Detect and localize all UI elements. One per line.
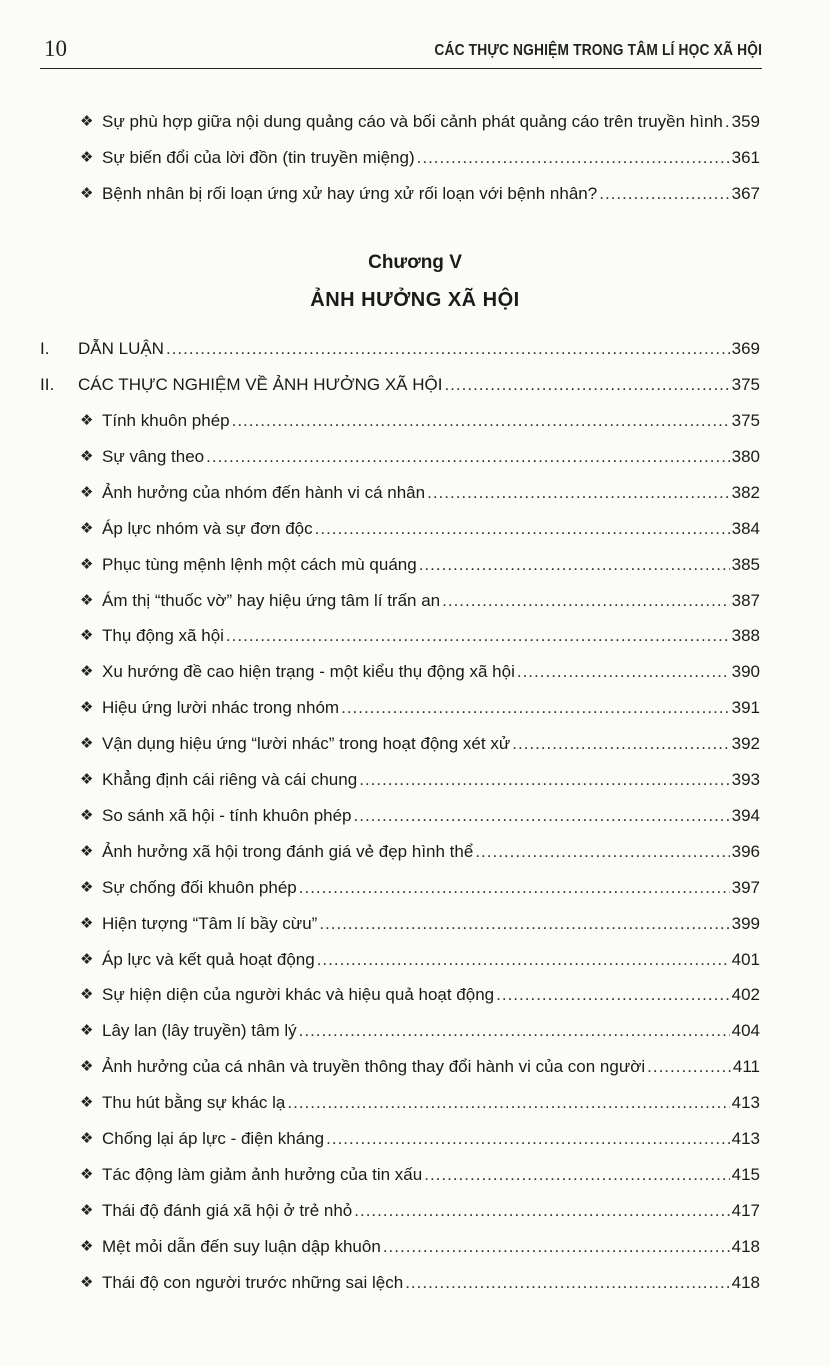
- toc-page-number: 418: [731, 1237, 760, 1256]
- toc-entry-title: Mệt mỏi dẫn đến suy luận dập khuôn: [102, 1237, 381, 1256]
- toc-entry-title: Ảnh hưởng xã hội trong đánh giá vẻ đẹp hình thể: [102, 842, 474, 861]
- four-diamond-bullet-icon: ❖: [80, 986, 94, 1003]
- dot-leader: [315, 518, 730, 540]
- four-diamond-bullet-icon: ❖: [80, 699, 94, 716]
- dot-leader: [359, 769, 729, 791]
- toc-entry-title: DẪN LUẬN: [78, 339, 164, 358]
- toc-entry: [80, 438, 760, 468]
- dot-leader: [475, 841, 729, 863]
- toc-page-number: 391: [731, 698, 760, 717]
- toc-entry-title: Xu hướng đề cao hiện trạng - một kiểu thụ động xã hội: [102, 662, 515, 681]
- toc-entry-title: Sự biến đổi của lời đồn (tin truyền miệng): [102, 148, 415, 167]
- four-diamond-bullet-icon: ❖: [80, 627, 94, 644]
- toc-entry-title: Thu hút bằng sự khác lạ: [102, 1093, 286, 1112]
- toc-entry-title: Sự hiện diện của người khác và hiệu quả hoạt động: [102, 985, 495, 1004]
- four-diamond-bullet-icon: ❖: [80, 735, 94, 752]
- four-diamond-bullet-icon: ❖: [80, 448, 94, 465]
- toc-page-number: 413: [731, 1129, 760, 1148]
- four-diamond-bullet-icon: ❖: [80, 1238, 94, 1255]
- toc-entry: [80, 761, 760, 791]
- toc-entry: [80, 725, 760, 755]
- four-diamond-bullet-icon: ❖: [80, 879, 94, 896]
- toc-page-number: 382: [731, 483, 760, 502]
- toc-entry-title: Áp lực và kết quả hoạt động: [102, 950, 315, 969]
- chapter-title: ẢNH HƯỞNG XÃ HỘI: [310, 289, 520, 311]
- four-diamond-bullet-icon: ❖: [80, 915, 94, 932]
- toc-entry: [80, 617, 760, 647]
- four-diamond-bullet-icon: ❖: [80, 520, 94, 537]
- toc-page-number: 393: [731, 770, 760, 789]
- four-diamond-bullet-icon: ❖: [80, 556, 94, 573]
- dot-leader: [232, 410, 730, 432]
- toc-entry: [80, 976, 760, 1006]
- toc-entry-title: Sự phù hợp giữa nội dung quảng cáo và bối cảnh phát quảng cáo trên truyền hình: [102, 112, 723, 131]
- toc-entry: [80, 1228, 760, 1258]
- dot-leader: [383, 1236, 730, 1258]
- toc-page-number: 392: [731, 734, 760, 753]
- dot-leader: [442, 590, 730, 612]
- dot-leader: [341, 697, 730, 719]
- toc-page-number: 361: [731, 148, 760, 167]
- toc-entry: [80, 1156, 760, 1186]
- toc-page-number: 384: [731, 519, 760, 538]
- toc-page-number: 387: [731, 591, 760, 610]
- page-number: 10: [44, 36, 67, 61]
- toc-entry: [80, 689, 760, 719]
- four-diamond-bullet-icon: ❖: [80, 951, 94, 968]
- toc-page-number: 359: [731, 112, 760, 131]
- toc-entry-title: Bệnh nhân bị rối loạn ứng xử hay ứng xử rối loạn với bệnh nhân?: [102, 184, 598, 203]
- toc-page-number: 367: [731, 184, 760, 203]
- toc-page-number: 399: [731, 914, 760, 933]
- section-numeral: II.: [40, 375, 55, 394]
- toc-section-entry: [40, 330, 760, 360]
- four-diamond-bullet-icon: ❖: [80, 113, 94, 130]
- toc-entry: [80, 139, 760, 169]
- toc-entry: [80, 546, 760, 576]
- chapter-label: Chương V: [368, 252, 462, 273]
- four-diamond-bullet-icon: ❖: [80, 149, 94, 166]
- four-diamond-bullet-icon: ❖: [80, 1274, 94, 1291]
- four-diamond-bullet-icon: ❖: [80, 484, 94, 501]
- four-diamond-bullet-icon: ❖: [80, 663, 94, 680]
- toc-page-number: 369: [731, 339, 760, 358]
- dot-leader: [417, 147, 730, 169]
- toc-entry: [80, 402, 760, 432]
- toc-entry: [80, 869, 760, 899]
- running-title: CÁC THỰC NGHIỆM TRONG TÂM LÍ HỌC XÃ HỘI: [434, 42, 762, 59]
- toc-entry: [80, 1192, 760, 1222]
- toc-entry-title: So sánh xã hội - tính khuôn phép: [102, 806, 352, 825]
- dot-leader: [647, 1056, 731, 1078]
- toc-section-entry: [40, 366, 760, 396]
- dot-leader: [725, 111, 730, 133]
- page-header: [40, 34, 762, 69]
- toc-page-number: 396: [731, 842, 760, 861]
- toc-entry: [80, 833, 760, 863]
- toc-entry-title: Ảnh hưởng của nhóm đến hành vi cá nhân: [102, 483, 426, 502]
- toc-entry: [80, 474, 760, 504]
- toc-entry-title: Sự vâng theo: [102, 447, 205, 466]
- toc-page-number: 402: [731, 985, 760, 1004]
- dot-leader: [206, 446, 730, 468]
- toc-page-number: 375: [731, 411, 760, 430]
- four-diamond-bullet-icon: ❖: [80, 843, 94, 860]
- toc-page-number: 417: [731, 1201, 760, 1220]
- toc-entry-title: Phục tùng mệnh lệnh một cách mù quáng: [102, 555, 417, 574]
- toc-entry: [80, 941, 760, 971]
- toc-entry: [80, 103, 760, 133]
- toc-page-number: 380: [731, 447, 760, 466]
- toc-entry-title: Ám thị “thuốc vờ” hay hiệu ứng tâm lí trấn an: [102, 591, 441, 610]
- toc-page-number: 388: [731, 626, 760, 645]
- toc-entry: [80, 653, 760, 683]
- toc-entry: [80, 1120, 760, 1150]
- toc-entry: [80, 1012, 760, 1042]
- dot-leader: [319, 913, 729, 935]
- toc-entry: [80, 510, 760, 540]
- toc-entry-title: Vận dụng hiệu ứng “lười nhác” trong hoạt động xét xử: [102, 734, 511, 753]
- four-diamond-bullet-icon: ❖: [80, 1202, 94, 1219]
- toc-entry-title: Hiện tượng “Tâm lí bầy cừu”: [102, 914, 318, 933]
- toc-page-number: 394: [731, 806, 760, 825]
- dot-leader: [427, 482, 730, 504]
- toc-page-number: 397: [731, 878, 760, 897]
- dot-leader: [444, 374, 729, 396]
- dot-leader: [405, 1272, 729, 1294]
- dot-leader: [419, 554, 730, 576]
- toc-page-number: 404: [731, 1021, 760, 1040]
- toc-entry: [80, 1048, 760, 1078]
- dot-leader: [424, 1164, 729, 1186]
- toc-entry-title: Thụ động xã hội: [102, 626, 224, 645]
- toc-page-number: 375: [731, 375, 760, 394]
- toc-entry-title: Chống lại áp lực - điện kháng: [102, 1129, 325, 1148]
- toc-entry: [80, 1084, 760, 1114]
- section-numeral: I.: [40, 339, 50, 358]
- dot-leader: [354, 805, 730, 827]
- dot-leader: [299, 877, 730, 899]
- four-diamond-bullet-icon: ❖: [80, 807, 94, 824]
- toc-entry-title: Tính khuôn phép: [102, 411, 230, 430]
- toc-entry-title: Thái độ con người trước những sai lệch: [102, 1273, 404, 1292]
- dot-leader: [496, 984, 729, 1006]
- toc-page-number: 390: [731, 662, 760, 681]
- four-diamond-bullet-icon: ❖: [80, 592, 94, 609]
- dot-leader: [354, 1200, 729, 1222]
- dot-leader: [226, 625, 730, 647]
- four-diamond-bullet-icon: ❖: [80, 1130, 94, 1147]
- four-diamond-bullet-icon: ❖: [80, 1058, 94, 1075]
- toc-page-number: 415: [731, 1165, 760, 1184]
- dot-leader: [512, 733, 729, 755]
- toc-page-number: 418: [731, 1273, 760, 1292]
- four-diamond-bullet-icon: ❖: [80, 412, 94, 429]
- dot-leader: [166, 338, 730, 360]
- four-diamond-bullet-icon: ❖: [80, 1166, 94, 1183]
- dot-leader: [599, 183, 729, 205]
- toc-entry-title: CÁC THỰC NGHIỆM VỀ ẢNH HƯỞNG XÃ HỘI: [78, 375, 443, 394]
- toc-entry: [80, 175, 760, 205]
- four-diamond-bullet-icon: ❖: [80, 185, 94, 202]
- four-diamond-bullet-icon: ❖: [80, 1094, 94, 1111]
- dot-leader: [326, 1128, 729, 1150]
- dot-leader: [299, 1020, 730, 1042]
- toc-page-number: 385: [731, 555, 760, 574]
- four-diamond-bullet-icon: ❖: [80, 1022, 94, 1039]
- toc-entry-title: Tác động làm giảm ảnh hưởng của tin xấu: [102, 1165, 423, 1184]
- toc-entry: [80, 582, 760, 612]
- toc-entry: [80, 1264, 760, 1294]
- toc-page-number: 413: [731, 1093, 760, 1112]
- four-diamond-bullet-icon: ❖: [80, 771, 94, 788]
- toc-entry-title: Ảnh hưởng của cá nhân và truyền thông thay đổi hành vi của con người: [102, 1057, 646, 1076]
- toc-entry-title: Thái độ đánh giá xã hội ở trẻ nhỏ: [102, 1201, 353, 1220]
- toc-page-number: 411: [732, 1057, 760, 1076]
- toc-entry-title: Áp lực nhóm và sự đơn độc: [102, 519, 313, 538]
- toc-page-number: 401: [731, 950, 760, 969]
- toc-entry: [80, 797, 760, 827]
- dot-leader: [317, 949, 730, 971]
- toc-entry-title: Sự chống đối khuôn phép: [102, 878, 297, 897]
- toc-entry: [80, 905, 760, 935]
- toc-entry-title: Khẳng định cái riêng và cái chung: [102, 770, 358, 789]
- dot-leader: [517, 661, 730, 683]
- toc-entry-title: Lây lan (lây truyền) tâm lý: [102, 1021, 297, 1040]
- toc-entry-title: Hiệu ứng lười nhác trong nhóm: [102, 698, 340, 717]
- dot-leader: [287, 1092, 729, 1114]
